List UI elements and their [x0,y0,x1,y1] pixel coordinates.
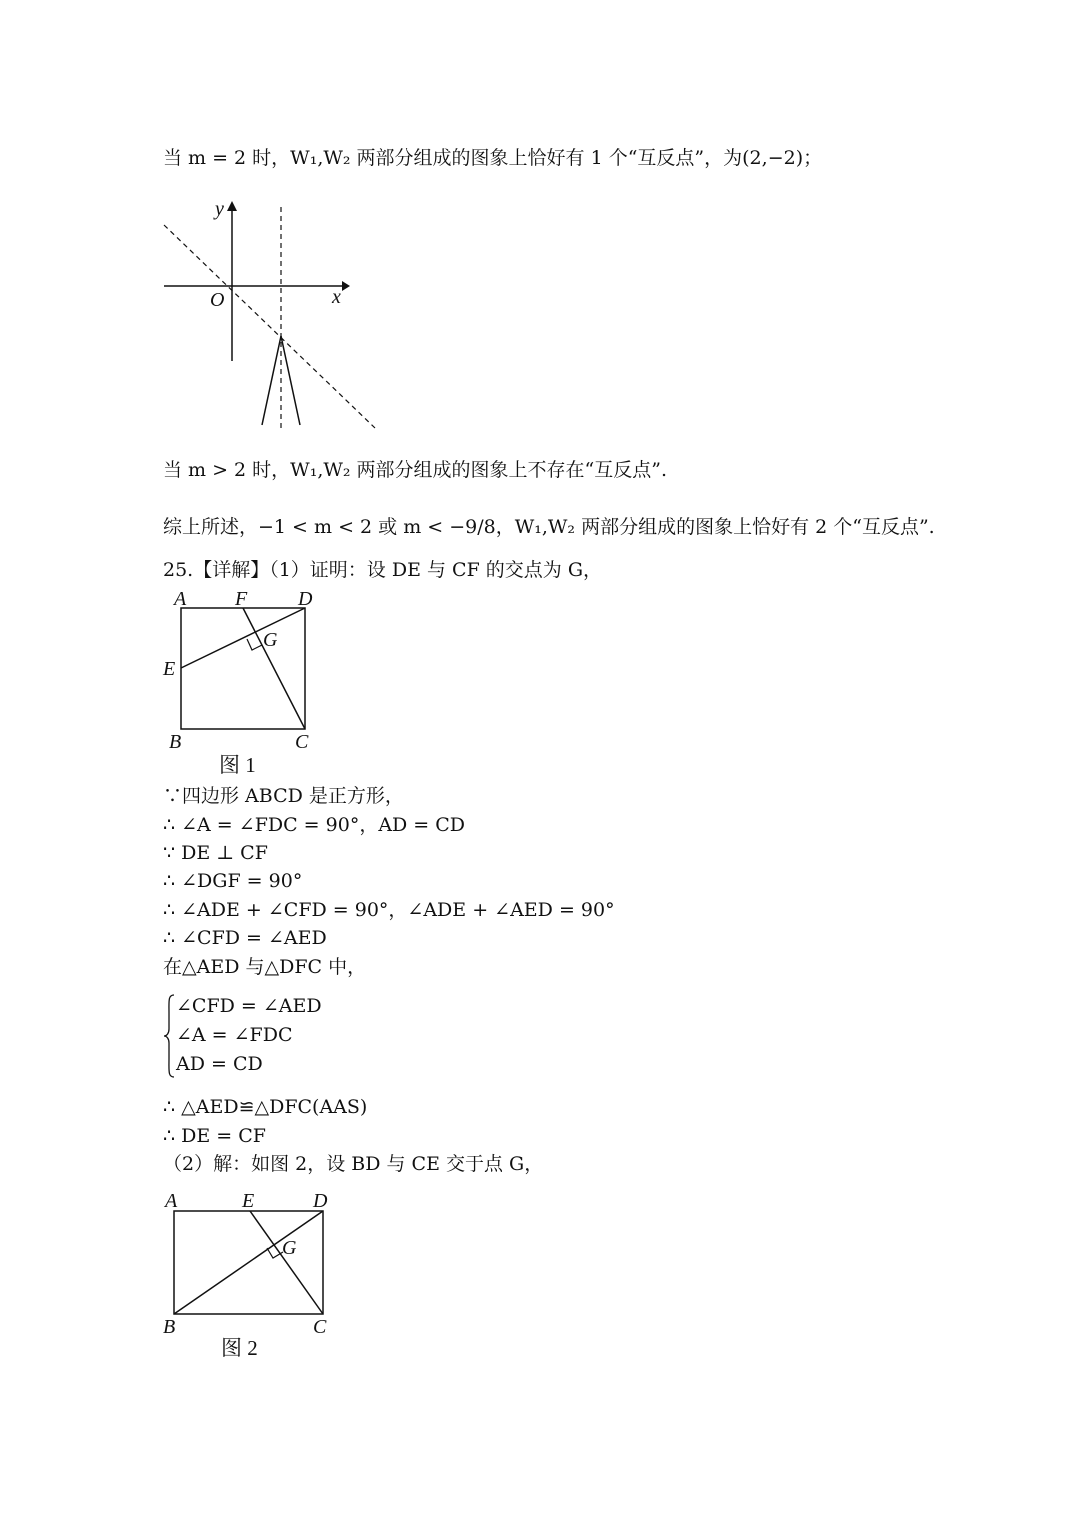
label-b: B [163,1316,176,1338]
text-line-m-greater-2: 当 m > 2 时，W₁,W₂ 两部分组成的图象上不存在“互反点”. [163,459,668,481]
part-2-heading: （2）解：如图 2，设 BD 与 CE 交于点 G， [163,1153,544,1175]
right-angle-mark [267,1248,283,1258]
label-c: C [313,1316,327,1338]
proof-line-6: ∴ ∠CFD = ∠AED [163,927,327,949]
system-eq-3: AD = CD [176,1053,263,1075]
figure-1-square [155,585,335,780]
label-c: C [295,731,309,753]
proof-line-9: ∴ DE = CF [163,1125,266,1147]
label-g: G [263,629,278,651]
figure-1-caption: 图 1 [219,753,256,777]
coordinate-graph [150,195,390,435]
label-d: D [313,1190,328,1212]
x-axis-label: x [332,286,341,308]
proof-line-3: ∵ DE ⊥ CF [163,842,268,864]
origin-label: O [210,289,225,311]
label-f: F [235,588,248,610]
proof-line-4: ∴ ∠DGF = 90° [163,870,303,892]
proof-line-1: ∵四边形 ABCD 是正方形， [163,785,404,807]
text-line-m-equals-2: 当 m = 2 时，W₁,W₂ 两部分组成的图象上恰好有 1 个“互反点”，为(2,−2)； [163,147,823,169]
system-eq-2: ∠A = ∠FDC [176,1024,293,1046]
y-axis-label: y [215,198,224,220]
curve-right-branch [281,336,300,425]
label-b: B [169,731,182,753]
figure-2-caption: 图 2 [221,1336,258,1360]
segment-bd [174,1211,323,1314]
text-line-conclusion: 综上所述，−1 < m < 2 或 m < −9/8，W₁,W₂ 两部分组成的图象上恰好有 2 个“互反点”. [163,516,935,538]
proof-line-8: ∴ △AED≌△DFC(AAS) [163,1096,368,1118]
dashed-line-y-equals-neg-x [164,225,375,428]
square-abcd [181,608,305,729]
x-axis-arrow-icon [342,281,350,291]
label-e: E [242,1190,255,1212]
y-axis-arrow-icon [227,201,237,211]
proof-line-5: ∴ ∠ADE + ∠CFD = 90°，∠ADE + ∠AED = 90° [163,899,615,921]
segment-de [181,608,305,668]
proof-line-7: 在△AED 与△DFC 中， [163,956,367,978]
proof-line-2: ∴ ∠A = ∠FDC = 90°，AD = CD [163,814,466,836]
segment-ce [250,1211,323,1314]
figure-2-rectangle [155,1185,355,1365]
text-line-q25-heading: 25.【详解】（1）证明：设 DE 与 CF 的交点为 G， [163,559,603,581]
system-brace [163,993,175,1079]
label-g: G [282,1237,297,1259]
label-a: A [165,1190,178,1212]
label-e: E [163,658,176,680]
label-d: D [298,588,313,610]
system-eq-1: ∠CFD = ∠AED [176,995,322,1017]
label-a: A [174,588,187,610]
curve-left-branch [262,336,281,425]
segment-cf [243,608,305,729]
